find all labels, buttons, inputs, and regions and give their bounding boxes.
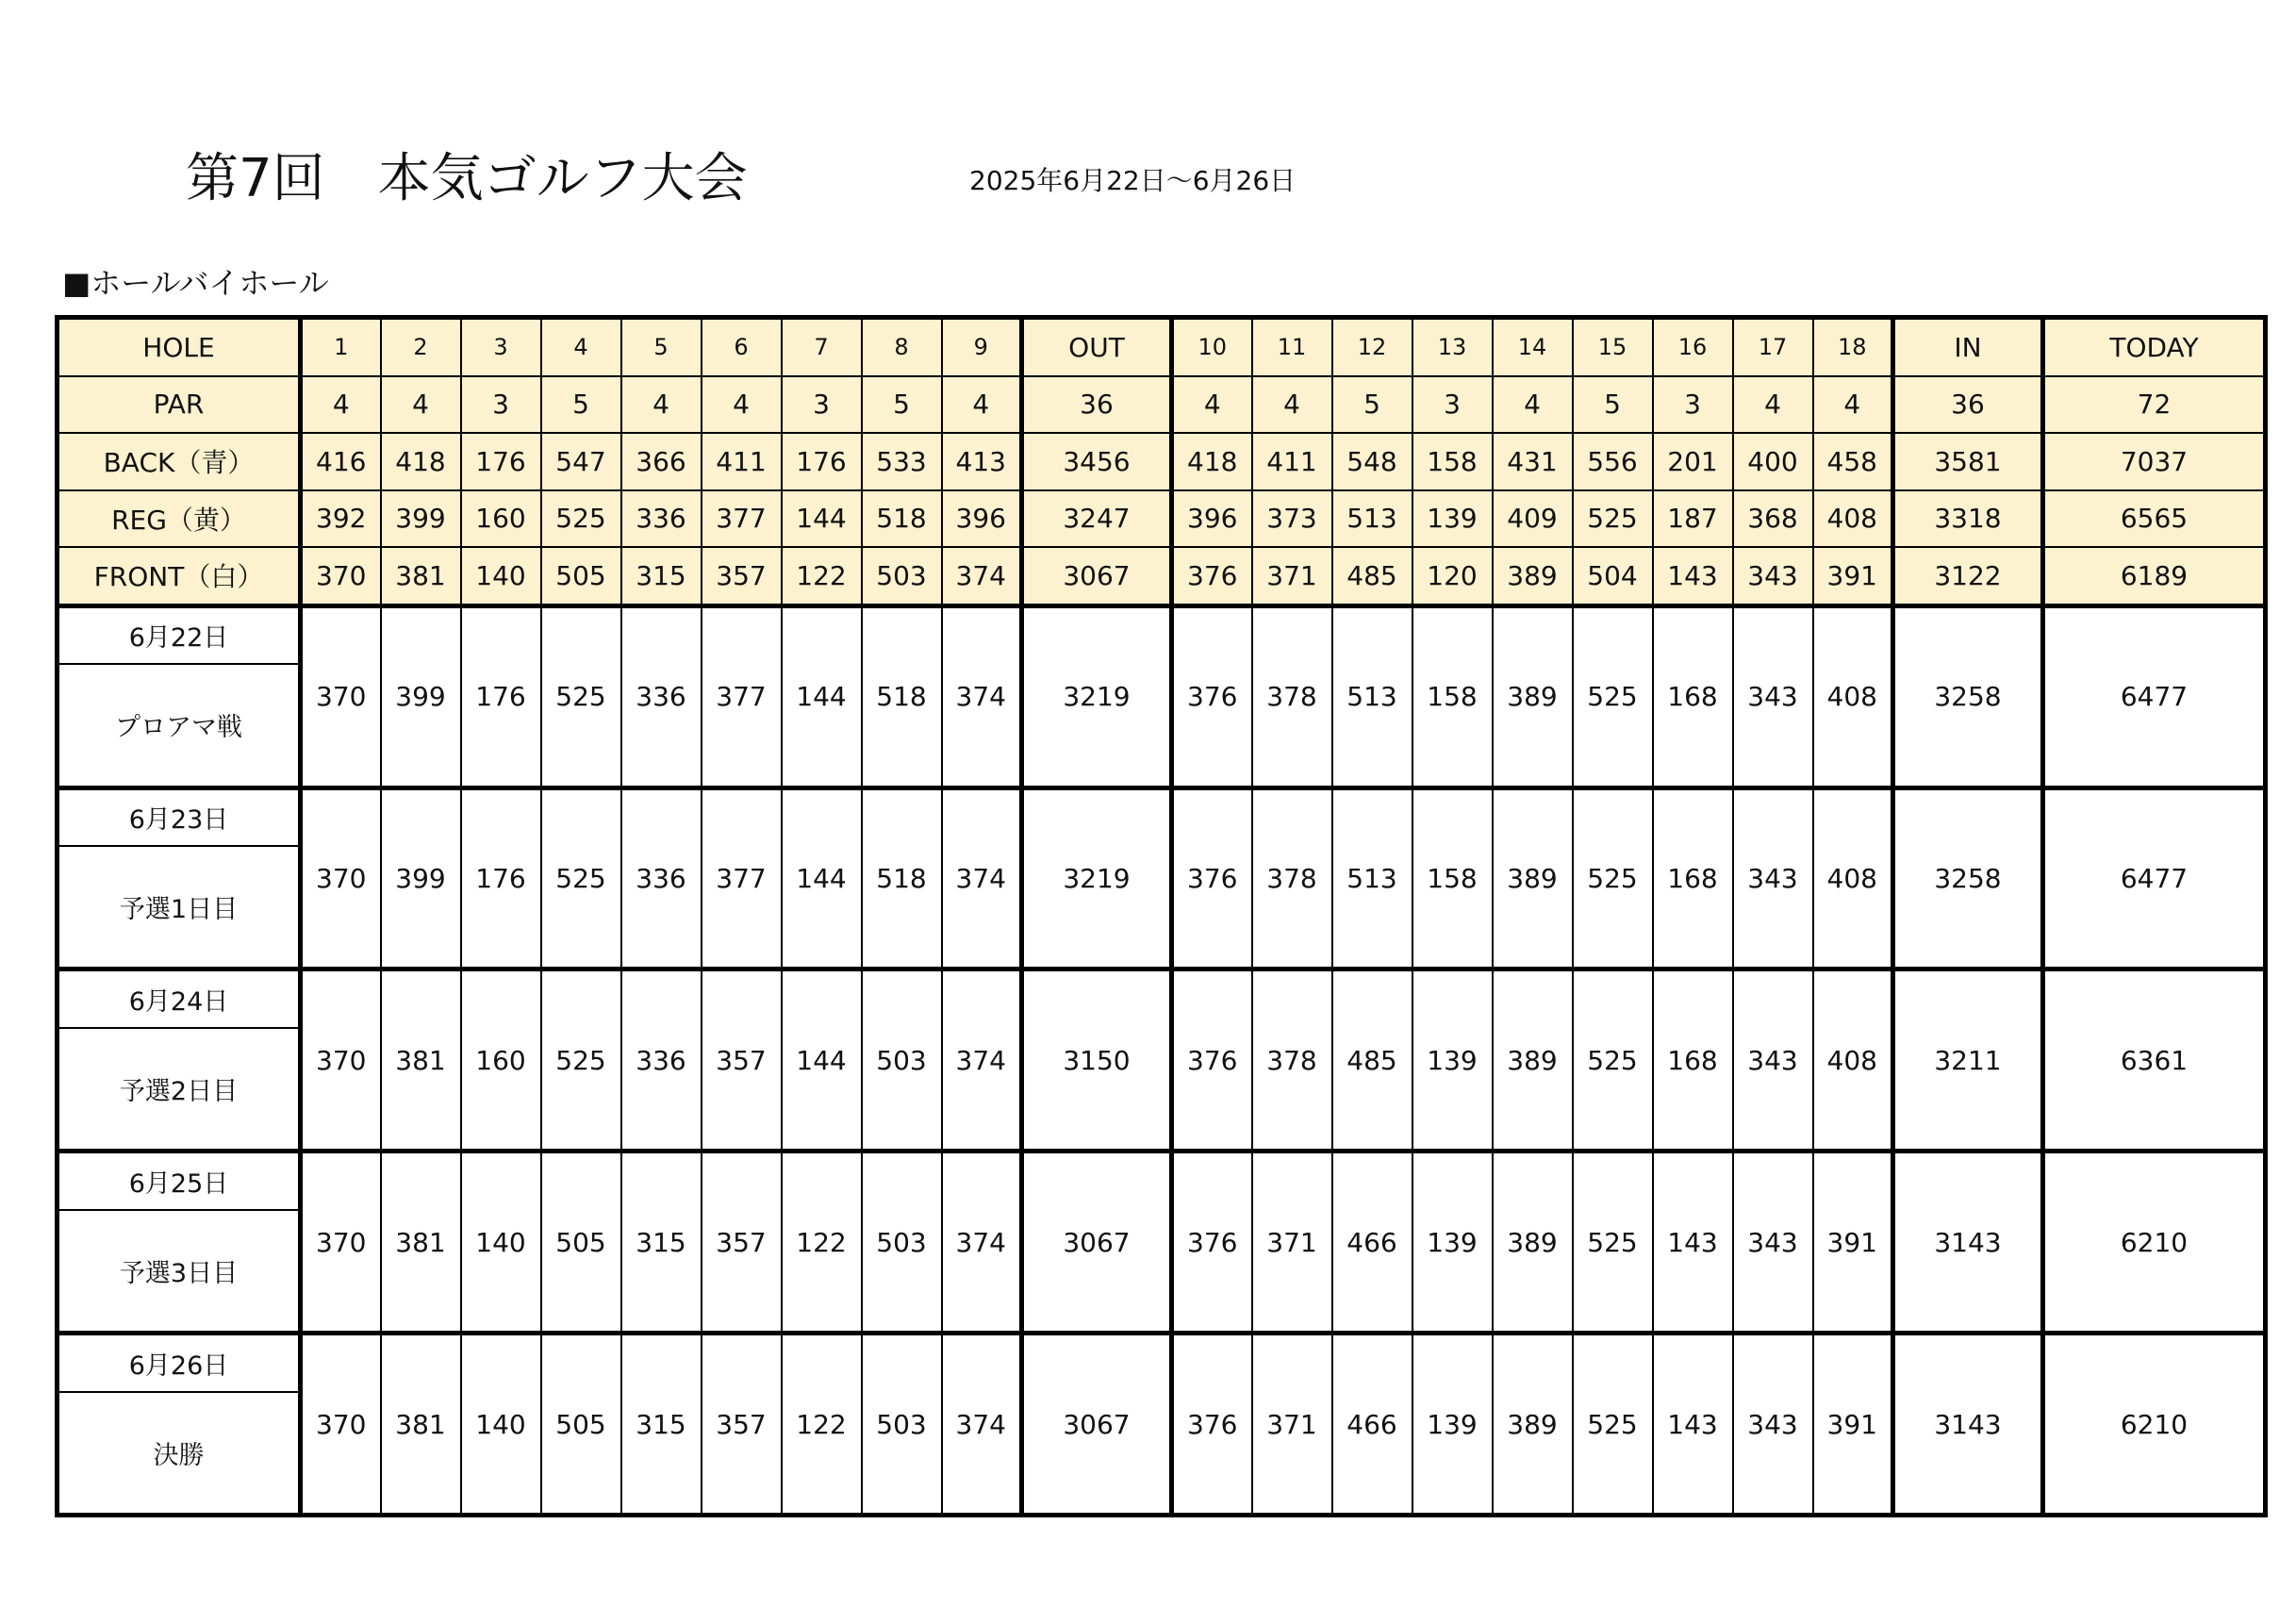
hole-3-cell: 160: [461, 969, 541, 1152]
hole-15-cell: 525: [1573, 490, 1653, 548]
hole-12-cell: 485: [1332, 969, 1412, 1152]
hole-3-cell: 140: [461, 547, 541, 605]
out-cell: 3219: [1022, 605, 1172, 787]
hole-13-cell: 139: [1412, 1152, 1493, 1334]
hole-9-cell: 374: [942, 787, 1022, 969]
hole-7-cell: 144: [782, 490, 862, 548]
hole-7-cell: 144: [782, 969, 862, 1152]
hole-18-cell: 408: [1813, 969, 1893, 1152]
out-cell: 3219: [1022, 787, 1172, 969]
hole-10-cell: 376: [1172, 1334, 1252, 1516]
hole-11-cell: 4: [1252, 376, 1332, 434]
hole-14-cell: 389: [1493, 1334, 1573, 1516]
hole-8-cell: 8: [862, 318, 942, 376]
hole-17-cell: 343: [1733, 969, 1813, 1152]
today-cell: 6189: [2043, 547, 2266, 605]
hole-5-cell: 315: [621, 547, 702, 605]
in-cell: 3318: [1893, 490, 2043, 548]
hole-1-cell: 370: [301, 1334, 381, 1516]
today-cell: 7037: [2043, 433, 2266, 490]
hole-17-cell: 400: [1733, 433, 1813, 490]
hole-1-cell: 370: [301, 605, 381, 787]
hole-11-cell: 371: [1252, 1334, 1332, 1516]
hole-12-cell: 466: [1332, 1152, 1412, 1334]
hole-1-cell: 370: [301, 969, 381, 1152]
hole-13-cell: 139: [1412, 490, 1493, 548]
hole-12-cell: 548: [1332, 433, 1412, 490]
header-row: [58, 433, 2266, 490]
hole-11-cell: 378: [1252, 969, 1332, 1152]
out-cell: 3247: [1022, 490, 1172, 548]
hole-14-cell: 389: [1493, 605, 1573, 787]
hole-5-cell: 315: [621, 1152, 702, 1334]
hole-5-cell: 315: [621, 1334, 702, 1516]
hole-17-cell: 17: [1733, 318, 1813, 376]
hole-13-cell: 158: [1412, 605, 1493, 787]
hole-8-cell: 518: [862, 490, 942, 548]
hole-4-cell: 505: [541, 1334, 621, 1516]
hole-7-cell: 3: [782, 376, 862, 434]
hole-13-cell: 13: [1412, 318, 1493, 376]
hole-1-cell: 416: [301, 433, 381, 490]
today-cell: 6361: [2043, 969, 2266, 1152]
header-row: [58, 376, 2266, 434]
hole-7-cell: 122: [782, 1152, 862, 1334]
in-cell: 3258: [1893, 605, 2043, 787]
today-cell: 6477: [2043, 605, 2266, 787]
today-cell: 6477: [2043, 787, 2266, 969]
hole-6-cell: 377: [702, 787, 782, 969]
header-row: [58, 318, 2266, 376]
hole-2-cell: 2: [381, 318, 461, 376]
hole-16-cell: 201: [1653, 433, 1733, 490]
hole-17-cell: 343: [1733, 1334, 1813, 1516]
day-date: 6月23日: [58, 787, 301, 846]
hole-10-cell: 376: [1172, 547, 1252, 605]
hole-11-cell: 11: [1252, 318, 1332, 376]
hole-6-cell: 6: [702, 318, 782, 376]
hole-11-cell: 371: [1252, 1152, 1332, 1334]
hole-6-cell: 357: [702, 969, 782, 1152]
section-heading: ■ホールバイホール: [62, 265, 329, 301]
hole-15-cell: 525: [1573, 787, 1653, 969]
hole-9-cell: 9: [942, 318, 1022, 376]
hole-9-cell: 374: [942, 969, 1022, 1152]
hole-6-cell: 357: [702, 1334, 782, 1516]
hole-13-cell: 3: [1412, 376, 1493, 434]
hole-8-cell: 533: [862, 433, 942, 490]
in-cell: 3258: [1893, 787, 2043, 969]
hole-2-cell: 399: [381, 787, 461, 969]
hole-5-cell: 4: [621, 376, 702, 434]
hole-17-cell: 343: [1733, 605, 1813, 787]
hole-9-cell: 374: [942, 547, 1022, 605]
hole-18-cell: 458: [1813, 433, 1893, 490]
hole-18-cell: 18: [1813, 318, 1893, 376]
hole-16-cell: 143: [1653, 547, 1733, 605]
day-date: 6月24日: [58, 969, 301, 1028]
day-date: 6月22日: [58, 605, 301, 664]
hole-2-cell: 399: [381, 490, 461, 548]
hole-7-cell: 122: [782, 547, 862, 605]
hole-17-cell: 343: [1733, 1152, 1813, 1334]
hole-4-cell: 4: [541, 318, 621, 376]
hole-2-cell: 381: [381, 1152, 461, 1334]
hole-2-cell: 418: [381, 433, 461, 490]
hole-10-cell: 376: [1172, 969, 1252, 1152]
out-cell: 3067: [1022, 547, 1172, 605]
hole-12-cell: 513: [1332, 787, 1412, 969]
hole-8-cell: 503: [862, 1152, 942, 1334]
hole-11-cell: 411: [1252, 433, 1332, 490]
hole-9-cell: 4: [942, 376, 1022, 434]
hole-17-cell: 343: [1733, 547, 1813, 605]
hole-4-cell: 525: [541, 605, 621, 787]
hole-16-cell: 168: [1653, 605, 1733, 787]
hole-6-cell: 411: [702, 433, 782, 490]
today-cell: 6210: [2043, 1334, 2266, 1516]
hole-4-cell: 525: [541, 787, 621, 969]
hole-2-cell: 399: [381, 605, 461, 787]
hole-16-cell: 168: [1653, 969, 1733, 1152]
hole-8-cell: 518: [862, 787, 942, 969]
day-name: 予選2日目: [58, 1028, 301, 1152]
hole-18-cell: 408: [1813, 787, 1893, 969]
in-cell: 3581: [1893, 433, 2043, 490]
hole-3-cell: 176: [461, 787, 541, 969]
hole-9-cell: 413: [942, 433, 1022, 490]
hole-1-cell: 370: [301, 1152, 381, 1334]
hole-18-cell: 4: [1813, 376, 1893, 434]
hole-10-cell: 376: [1172, 787, 1252, 969]
hole-15-cell: 525: [1573, 1334, 1653, 1516]
hole-16-cell: 168: [1653, 787, 1733, 969]
hole-15-cell: 525: [1573, 605, 1653, 787]
hole-17-cell: 4: [1733, 376, 1813, 434]
hole-3-cell: 176: [461, 433, 541, 490]
hole-13-cell: 139: [1412, 969, 1493, 1152]
out-cell: 36: [1022, 376, 1172, 434]
today-cell: 6210: [2043, 1152, 2266, 1334]
hole-1-cell: 370: [301, 787, 381, 969]
hole-16-cell: 187: [1653, 490, 1733, 548]
yardage-table-body: [58, 318, 2266, 1516]
hole-16-cell: 143: [1653, 1152, 1733, 1334]
day-row: [58, 605, 2266, 664]
hole-15-cell: 504: [1573, 547, 1653, 605]
hole-7-cell: 144: [782, 605, 862, 787]
hole-14-cell: 14: [1493, 318, 1573, 376]
hole-3-cell: 176: [461, 605, 541, 787]
hole-3-cell: 140: [461, 1152, 541, 1334]
hole-8-cell: 503: [862, 969, 942, 1152]
hole-18-cell: 391: [1813, 1334, 1893, 1516]
page-title: 第7回 本気ゴルフ大会: [186, 148, 748, 209]
hole-2-cell: 381: [381, 1334, 461, 1516]
hole-11-cell: 378: [1252, 787, 1332, 969]
hole-15-cell: 5: [1573, 376, 1653, 434]
hole-12-cell: 12: [1332, 318, 1412, 376]
hole-18-cell: 408: [1813, 490, 1893, 548]
hole-6-cell: 377: [702, 490, 782, 548]
hole-6-cell: 357: [702, 1152, 782, 1334]
hole-13-cell: 139: [1412, 1334, 1493, 1516]
day-row: [58, 1334, 2266, 1392]
hole-2-cell: 381: [381, 969, 461, 1152]
hole-10-cell: 376: [1172, 1152, 1252, 1334]
hole-11-cell: 373: [1252, 490, 1332, 548]
hole-3-cell: 3: [461, 376, 541, 434]
hole-5-cell: 336: [621, 969, 702, 1152]
hole-3-cell: 3: [461, 318, 541, 376]
day-row: [58, 787, 2266, 846]
in-cell: 3143: [1893, 1152, 2043, 1334]
hole-16-cell: 16: [1653, 318, 1733, 376]
hole-8-cell: 503: [862, 547, 942, 605]
hole-15-cell: 525: [1573, 1152, 1653, 1334]
day-date: 6月26日: [58, 1334, 301, 1392]
today-cell: TODAY: [2043, 318, 2266, 376]
hole-14-cell: 389: [1493, 787, 1573, 969]
hole-5-cell: 5: [621, 318, 702, 376]
hole-12-cell: 485: [1332, 547, 1412, 605]
row-label: HOLE: [58, 318, 301, 376]
hole-5-cell: 336: [621, 605, 702, 787]
day-name: 決勝: [58, 1392, 301, 1516]
out-cell: OUT: [1022, 318, 1172, 376]
hole-14-cell: 4: [1493, 376, 1573, 434]
hole-14-cell: 389: [1493, 547, 1573, 605]
hole-7-cell: 144: [782, 787, 862, 969]
hole-4-cell: 505: [541, 1152, 621, 1334]
out-cell: 3456: [1022, 433, 1172, 490]
hole-1-cell: 1: [301, 318, 381, 376]
hole-14-cell: 389: [1493, 1152, 1573, 1334]
hole-13-cell: 158: [1412, 433, 1493, 490]
hole-6-cell: 4: [702, 376, 782, 434]
hole-9-cell: 374: [942, 1334, 1022, 1516]
in-cell: 3211: [1893, 969, 2043, 1152]
out-cell: 3067: [1022, 1152, 1172, 1334]
hole-6-cell: 377: [702, 605, 782, 787]
hole-9-cell: 374: [942, 605, 1022, 787]
hole-12-cell: 466: [1332, 1334, 1412, 1516]
hole-1-cell: 4: [301, 376, 381, 434]
in-cell: 36: [1893, 376, 2043, 434]
day-date: 6月25日: [58, 1152, 301, 1210]
out-cell: 3067: [1022, 1334, 1172, 1516]
hole-13-cell: 120: [1412, 547, 1493, 605]
hole-14-cell: 389: [1493, 969, 1573, 1152]
hole-8-cell: 503: [862, 1334, 942, 1516]
hole-9-cell: 374: [942, 1152, 1022, 1334]
row-label: PAR: [58, 376, 301, 434]
hole-5-cell: 366: [621, 433, 702, 490]
day-row: [58, 969, 2266, 1028]
hole-1-cell: 370: [301, 547, 381, 605]
hole-4-cell: 525: [541, 969, 621, 1152]
hole-4-cell: 505: [541, 547, 621, 605]
day-row: [58, 1152, 2266, 1210]
hole-16-cell: 143: [1653, 1334, 1733, 1516]
hole-9-cell: 396: [942, 490, 1022, 548]
hole-5-cell: 336: [621, 490, 702, 548]
hole-8-cell: 5: [862, 376, 942, 434]
in-cell: 3143: [1893, 1334, 2043, 1516]
hole-3-cell: 160: [461, 490, 541, 548]
header-row: [58, 490, 2266, 548]
hole-2-cell: 4: [381, 376, 461, 434]
hole-15-cell: 15: [1573, 318, 1653, 376]
hole-15-cell: 556: [1573, 433, 1653, 490]
hole-7-cell: 122: [782, 1334, 862, 1516]
hole-8-cell: 518: [862, 605, 942, 787]
today-cell: 72: [2043, 376, 2266, 434]
hole-12-cell: 513: [1332, 605, 1412, 787]
hole-4-cell: 5: [541, 376, 621, 434]
row-label: BACK（青）: [58, 433, 301, 490]
hole-2-cell: 381: [381, 547, 461, 605]
today-cell: 6565: [2043, 490, 2266, 548]
day-name: プロアマ戦: [58, 664, 301, 787]
header-row: [58, 547, 2266, 605]
hole-5-cell: 336: [621, 787, 702, 969]
hole-18-cell: 391: [1813, 547, 1893, 605]
hole-13-cell: 158: [1412, 787, 1493, 969]
hole-3-cell: 140: [461, 1334, 541, 1516]
yardage-table: [55, 315, 2268, 1517]
hole-1-cell: 392: [301, 490, 381, 548]
hole-6-cell: 357: [702, 547, 782, 605]
hole-18-cell: 408: [1813, 605, 1893, 787]
hole-4-cell: 547: [541, 433, 621, 490]
hole-11-cell: 371: [1252, 547, 1332, 605]
hole-16-cell: 3: [1653, 376, 1733, 434]
out-cell: 3150: [1022, 969, 1172, 1152]
hole-4-cell: 525: [541, 490, 621, 548]
hole-10-cell: 396: [1172, 490, 1252, 548]
hole-10-cell: 376: [1172, 605, 1252, 787]
in-cell: 3122: [1893, 547, 2043, 605]
hole-11-cell: 378: [1252, 605, 1332, 787]
hole-12-cell: 513: [1332, 490, 1412, 548]
hole-10-cell: 4: [1172, 376, 1252, 434]
day-name: 予選3日目: [58, 1210, 301, 1334]
in-cell: IN: [1893, 318, 2043, 376]
hole-10-cell: 418: [1172, 433, 1252, 490]
day-name: 予選1日目: [58, 846, 301, 969]
hole-14-cell: 409: [1493, 490, 1573, 548]
hole-15-cell: 525: [1573, 969, 1653, 1152]
hole-12-cell: 5: [1332, 376, 1412, 434]
row-label: REG（黄）: [58, 490, 301, 548]
hole-18-cell: 391: [1813, 1152, 1893, 1334]
hole-17-cell: 343: [1733, 787, 1813, 969]
hole-14-cell: 431: [1493, 433, 1573, 490]
hole-7-cell: 7: [782, 318, 862, 376]
hole-7-cell: 176: [782, 433, 862, 490]
hole-10-cell: 10: [1172, 318, 1252, 376]
row-label: FRONT（白）: [58, 547, 301, 605]
event-date-range: 2025年6月22日～6月26日: [969, 165, 1297, 196]
hole-17-cell: 368: [1733, 490, 1813, 548]
